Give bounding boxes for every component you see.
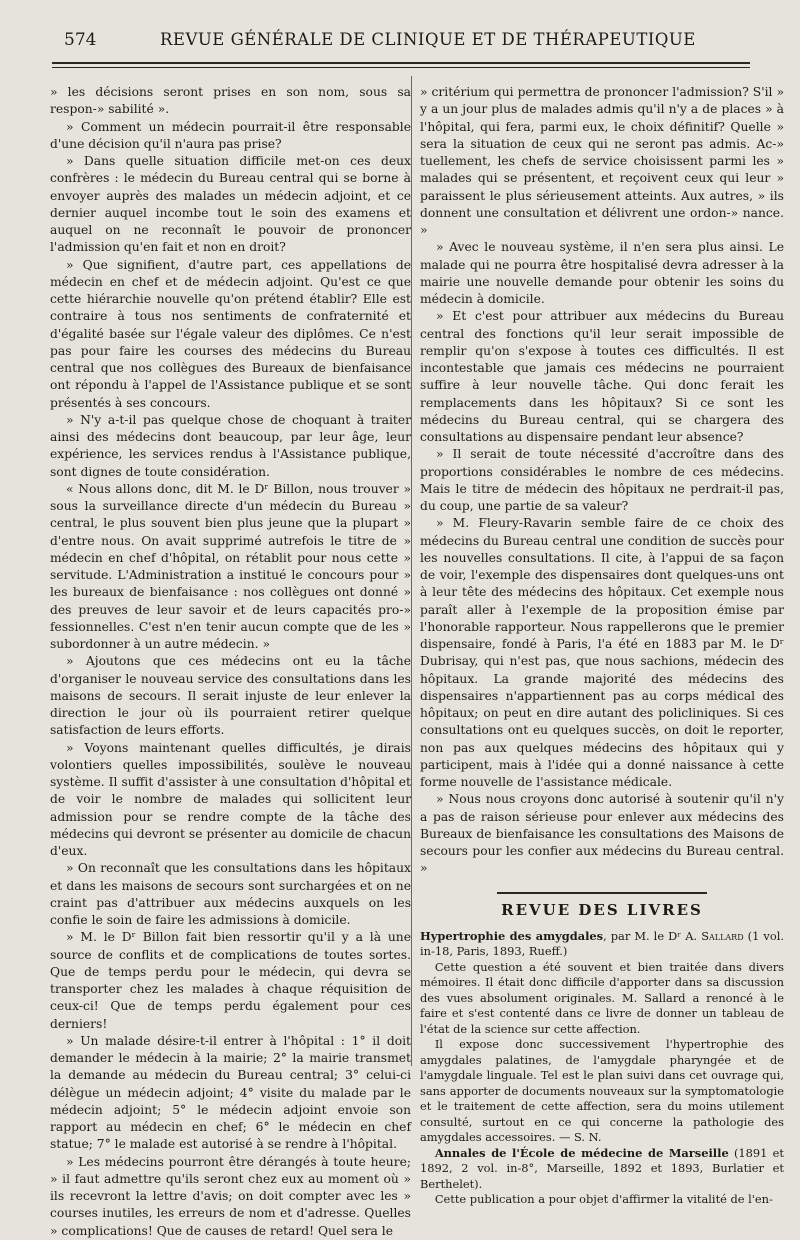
right-column [420, 84, 784, 1208]
paragraph: » Un malade désire-t-il entrer à l'hôpital : 1° il doit demander le médecin à la mairie; 2° la mairie transmet la demande au médecin du Bureau central; 3° celui-ci délègue un médecin adjoint; 4° visite du malade par le médecin adjoint; 5° le médecin adjoint envoie son rapport au médecin en chef; 6° le médecin en chef statue; 7° le malade est autorisé à se rendre à l'hôpital. [50, 1033, 411, 1152]
section-title: REVUE DES LIVRES [501, 900, 703, 919]
paragraph: » Et c'est pour attribuer aux médecins du Bureau central des fonctions qu'il leur serait impossible de remplir qu'on s'expose à toutes ces difficultés. Il est incontestable que jamais ces médecins ne pourraient suffire à leur nouvelle tâche. Qui donc ferait les remplacements dans les hôpitaux? Si ce sont les médecins du Bureau central, qui se chargera des consultations au dispensaire pendant leur absence? [420, 309, 784, 444]
review-meta: , par M. le Dʳ A. [603, 928, 702, 943]
paragraph: « Nous allons donc, dit M. le Dʳ Billon, nous trouver » sous la surveillance directe d'un médecin du Bureau » central, le plus souvent bien plus jeune que la plupart » d'entre nous. On avait supprimé autrefois le titre de » médecin en chef d'hôpital, on rétablit pour nous cette » servitude. L'Administration a institué le concours pour » les bureaux de bienfaisance : nos collègues ont donné » des preuves de leur savoir et de leurs capacités pro-» fessionnelles. C'est n'en tenir aucun compte que de les » subordonner à un autre médecin. » [50, 481, 411, 651]
paragraph: » critérium qui permettra de prononcer l'admission? S'il » y a un jour plus de malades admis qu'il n'y a de places » à l'hôpital, qui fera, parmi eux, le choix définitif? Quelle » sera la situation de ceux qui ne seront pas admis. Ac-» tuellement, les chefs de service choisissent parmi les » malades qui se présentent, et reçoivent ceux qui leur » paraissent le plus sérieusement atteints. Aux autres, » ils donnent une consultation et délivrent une ordon-» nance. » [420, 85, 784, 237]
paragraph: » On reconnaît que les consultations dans les hôpitaux et dans les maisons de secours sont surchargées et on ne craint pas d'attribuer aux médecins auxquels on les confie le soin de faire les admissions à domicile. [50, 861, 411, 927]
review-paragraph: Cette publication a pour objet d'affirmer la vitalité de l'en- [434, 1192, 773, 1207]
paragraph: » Nous nous croyons donc autorisé à soutenir qu'il n'y a pas de raison sérieuse pour enlever aux médecins des Bureaux de bienfaisance les consultations des Maisons de secours pour les confier aux médecins du Bureau central. » [420, 792, 784, 876]
paragraph: » Dans quelle situation difficile met-on ces deux confrères : le médecin du Bureau central qui se borne à envoyer auprès des malades un médecin adjoint, et ce dernier auquel incombe tout le soin des examens et auquel on ne reconnaît le pouvoir de prononcer l'admission qu'en fait et non en droit? [50, 154, 411, 255]
review-book-title: Hypertrophie des amygdales [420, 928, 604, 943]
paragraph: » Ajoutons que ces médecins ont eu la tâche d'organiser le nouveau service des consultations dans les maisons de secours. Il serait injuste de leur enlever la direction le jour où ils pourraient retirer quelque satisfaction de leurs efforts. [50, 654, 411, 738]
left-column [50, 84, 411, 1240]
paragraph: » Comment un médecin pourrait-il être responsable d'une décision qu'il n'aura pas prise? [50, 119, 411, 151]
header-rule-thin [52, 67, 750, 68]
running-header [0, 24, 800, 56]
review-author: Sallard [701, 928, 744, 943]
paragraph: » M. le Dʳ Billon fait bien ressortir qu'il y a là une source de conflits et de complications de toutes sortes. Que de temps perdu pour le médecin, qui devra se transporter chez les malades à chaque réquisition de ceux-ci! Que de temps perdu également pour ces derniers! [50, 930, 411, 1031]
column-divider [411, 76, 412, 1066]
review-paragraph: Cette question a été souvent et bien traitée dans divers mémoires. Il était donc difficile d'apporter dans sa discussion des vues absolument originales. M. Sallard a renoncé à le faire et s'est contenté dans ce livre de donner un tableau de l'état de la science sur cette affection. [420, 959, 784, 1036]
header-rule [52, 62, 750, 64]
page-number: 574 [64, 30, 97, 50]
paragraph: » Les médecins pourront être dérangés à toute heure; » il faut admettre qu'ils seront chez eux au moment où » ils recevront la lettre d'avis; on doit compter avec les » courses inutiles, les erreurs de nom et d'adresse. Quelles » complications! Que de causes de retard! Quel sera le [50, 1154, 411, 1238]
section-rule [497, 892, 707, 894]
paragraph: » Voyons maintenant quelles difficultés, je dirais volontiers quelles impossibilités, soulève le nouveau système. Il suffit d'assister à une consultation d'hôpital et de voir le nombre de malades qui sollicitent leur admission pour se rendre compte de la tâche des médecins qui devront se présenter au domicile de chacun d'eux. [50, 740, 411, 858]
paragraph: » M. Fleury-Ravarin semble faire de ce choix des médecins du Bureau central une condition de succès pour les nouvelles consultations. Il cite, à l'appui de sa façon de voir, l'exemple des dispensaires dont quelques-uns ont à leur tête des médecins des hôpitaux. Cet exemple nous paraît aller à l'exemple de la proposition émise par l'honorable rapporteur. Nous rappellerons que le premier dispensaire, fondé à Paris, l'a été en 1883 par M. le Dʳ Dubrisay, qui n'est pas, que nous sachions, médecin des hôpitaux. La grande majorité des médecins des dispensaires n'appartiennent pas au corps médical des hôpitaux; on peut en dire autant des policliniques. Si ces consultations ont eu quelques succès, on doit le reporter, non pas aux quelques médecins des hôpitaux qui y participent, mais à l'idée qui a donné naissance à cette forme nouvelle de l'assistance médicale. [420, 516, 784, 789]
review-book-title: Annales de l'École de médecine de Marseille [434, 1145, 729, 1160]
review-entry [420, 929, 784, 960]
paragraph: » Il serait de toute nécessité d'accroître dans des proportions considérables le nombre de ces médecins. Mais le titre de médecin des hôpitaux ne perdrait-il pas, du coup, une partie de sa valeur? [420, 447, 784, 513]
running-title: REVUE GÉNÉRALE DE CLINIQUE ET DE THÉRAPEUTIQUE [160, 30, 696, 49]
paragraph: » les décisions seront prises en son nom, sous sa respon-» sabilité ». [50, 85, 411, 117]
book-reviews [420, 929, 784, 1208]
paragraph: » Avec le nouveau système, il n'en sera plus ainsi. Le malade qui ne pourra être hospitalisé devra adresser à la mairie une nouvelle demande pour obtenir les soins du médecin à domicile. [420, 240, 784, 306]
review-publication: (1 vol. in-18, Paris, 1893, Rueff.) [420, 928, 784, 959]
review-publication: (1891 et 1892, 2 vol. in-8°, Marseille, 1892 et 1893, Burlatier et Berthelet). [420, 1145, 784, 1191]
review-entry [420, 1146, 784, 1193]
paragraph: » N'y a-t-il pas quelque chose de choquant à traiter ainsi des médecins dont beaucoup, par leur âge, leur expérience, les services rendus à l'Assistance publique, sont dignes de toute considération. [50, 412, 411, 479]
review-paragraph: Il expose donc successivement l'hypertrophie des amygdales palatines, de l'amygdale pharyngée et de l'amygdale linguale. Tel est le plan suivi dans cet ouvrage qui, sans apporter de documents nouveaux sur la symptomatologie et le traitement de cette affection, sera du moins utilement consulté, surtout en ce qui concerne la pathologie des amygdales accessoires. — S. N. [420, 1037, 784, 1145]
paragraph: » Que signifient, d'autre part, ces appellations de médecin en chef et de médecin adjoint. Qu'est ce que cette hiérarchie nouvelle qu'on prétend établir? Elle est contraire à tous nos sentiments de confraternité et d'égalité basée sur l'égale valeur des diplômes. Ce n'est pas pour faire les courses des médecins du Bureau central que nos collègues des Bureaux de bienfaisance ont répondu à l'appel de l'Assistance publique et se sont présentés à ses concours. [50, 257, 411, 410]
